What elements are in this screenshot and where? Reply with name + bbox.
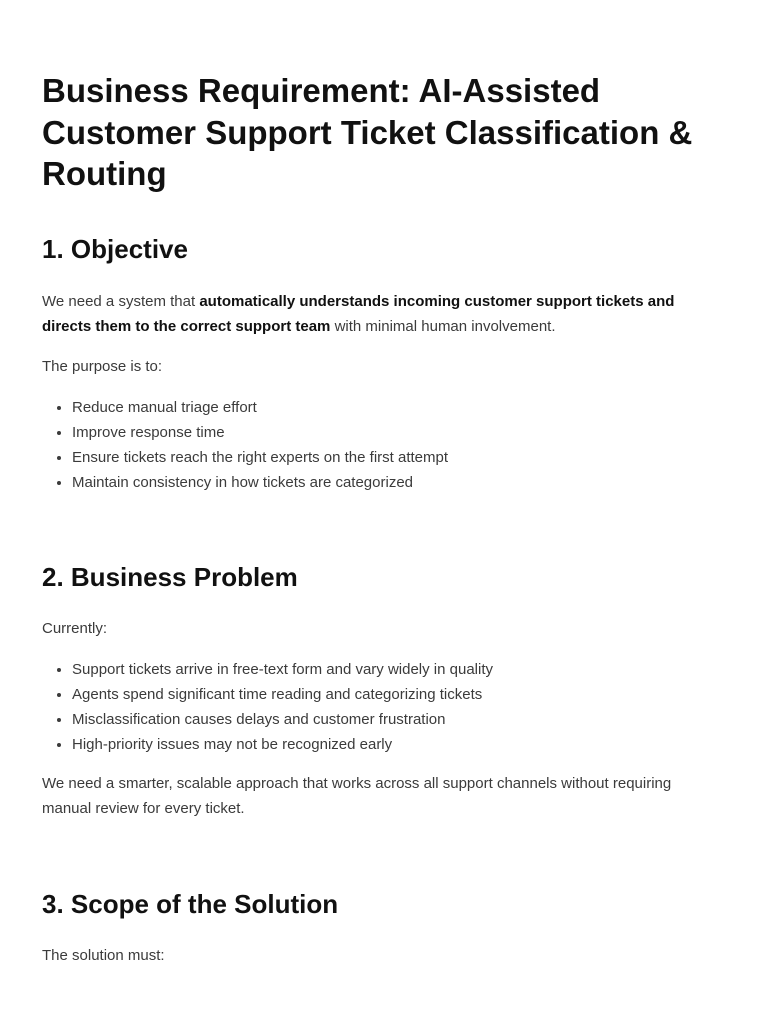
section-heading-business-problem: 2. Business Problem	[42, 562, 298, 592]
problem-intro: Currently:	[42, 620, 108, 637]
objective-intro-paragraph	[42, 289, 702, 339]
list-item: • Ensure tickets reach the right experts on the first attempt	[72, 445, 448, 470]
problem-bullet-list	[42, 657, 493, 757]
purpose-label: The purpose is to:	[42, 358, 163, 375]
list-item: • Support tickets arrive in free-text form and vary widely in quality	[72, 657, 493, 682]
section-heading-scope: 3. Scope of the Solution	[42, 889, 339, 919]
list-item: • High-priority issues may not be recognized early	[72, 732, 493, 757]
document-title: Business Requirement: AI-Assisted Customer Support Ticket Classification & Routing	[42, 72, 693, 192]
objective-intro-bold: automatically understands incoming customer support tickets and directs them to the correct support team	[42, 293, 675, 335]
list-item: • Reduce manual triage effort	[72, 395, 448, 420]
problem-closing-paragraph: We need a smarter, scalable approach that works across all support channels without requiring manual review for every ticket.	[42, 775, 672, 817]
list-item: • Improve response time	[72, 420, 448, 445]
list-item: • Misclassification causes delays and customer frustration	[72, 707, 493, 732]
section-heading-objective: 1. Objective	[42, 234, 188, 264]
objective-intro-suffix: with minimal human involvement.	[330, 318, 556, 335]
scope-intro: The solution must:	[42, 947, 165, 964]
objective-bullet-list	[42, 395, 448, 495]
objective-intro-prefix: We need a system that	[42, 293, 200, 310]
list-item: • Maintain consistency in how tickets are categorized	[72, 470, 448, 495]
list-item: • Agents spend significant time reading and categorizing tickets	[72, 682, 493, 707]
